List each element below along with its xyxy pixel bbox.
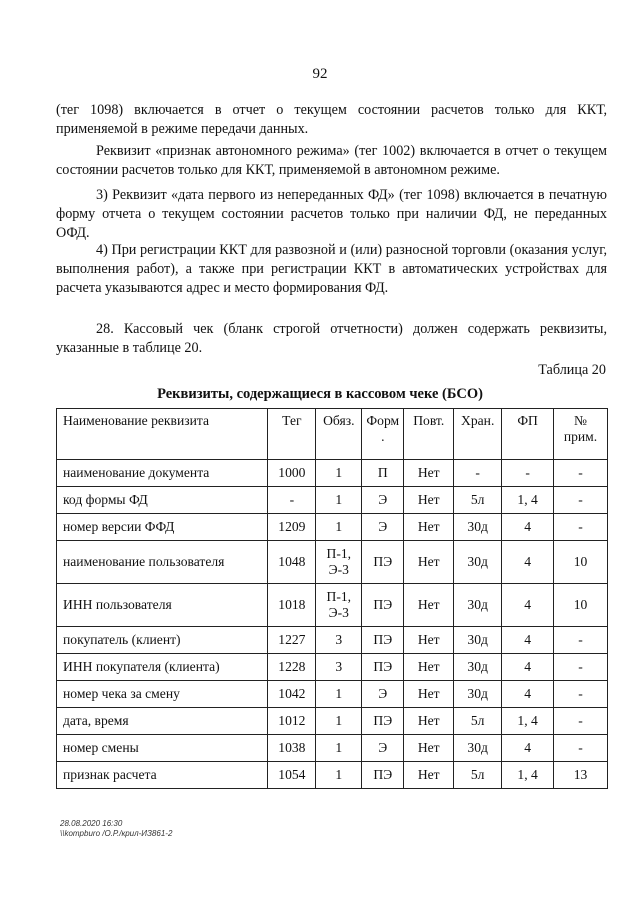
table-cell: 30д [454,654,502,681]
table-cell: 1 [316,708,362,735]
table-cell: 1228 [268,654,316,681]
table-cell: номер версии ФФД [57,514,268,541]
table-cell: 1 [316,762,362,789]
table-cell: Нет [404,460,454,487]
table-row [57,541,608,584]
table-cell: - [454,460,502,487]
table-cell: - [554,681,608,708]
table-cell: 30д [454,584,502,627]
table-cell: 1054 [268,762,316,789]
paragraph-2: Реквизит «признак автономного режима» (тег 1002) включается в отчет о текущем состоянии расчетов только для ККТ, применяемой в автономном режиме. [56,143,607,178]
table-cell: - [554,460,608,487]
column-header: Тег [268,409,316,460]
table-cell: - [554,514,608,541]
table-cell: покупатель (клиент) [57,627,268,654]
table-header-row [57,409,608,460]
table-cell: 1038 [268,735,316,762]
footer-path: \\kompburo /О.Р./крил-ИЗ861-2 [60,829,173,838]
table-cell: 4 [502,514,554,541]
table-cell: 1 [316,460,362,487]
table-cell: ПЭ [362,654,404,681]
table-row [57,487,608,514]
paragraph-3: 3) Реквизит «дата первого из непереданных ФД» (тег 1098) включается в печатную форму отчета о текущем состоянии расчетов только при наличии ФД, не переданных ОФД. [56,187,607,241]
table-cell: ПЭ [362,708,404,735]
table-cell: Э [362,681,404,708]
table-cell: 1 [316,681,362,708]
table-cell: Э [362,735,404,762]
column-header: ФП [502,409,554,460]
table-row [57,681,608,708]
table-cell: наименование пользователя [57,541,268,584]
table-cell: 1 [316,487,362,514]
page-number: 92 [312,66,328,82]
table-cell: Э [362,487,404,514]
paragraph-4: 4) При регистрации ККТ для развозной и (или) разносной торговли (оказания услуг, выполнения работ), а также при регистрации ККТ в автоматических устройствах для расчета указываются адрес и место формирования ФД. [56,242,607,296]
table-cell: 1018 [268,584,316,627]
table-cell: П [362,460,404,487]
table-cell: - [554,487,608,514]
table-cell: Нет [404,681,454,708]
table-cell: 1048 [268,541,316,584]
table-row [57,514,608,541]
table-cell: 1227 [268,627,316,654]
table-row [57,460,608,487]
table-cell: 30д [454,514,502,541]
table-cell: Нет [404,708,454,735]
table-cell: 30д [454,735,502,762]
table-cell: Нет [404,584,454,627]
column-header: Обяз. [316,409,362,460]
table-label: Таблица 20 [538,362,606,378]
table-cell: Нет [404,627,454,654]
column-header: Форм . [362,409,404,460]
table-cell: 4 [502,584,554,627]
table-cell: номер смены [57,735,268,762]
table-row [57,762,608,789]
table-cell: П-1, Э-3 [316,541,362,584]
table-row [57,735,608,762]
table-caption: Реквизиты, содержащиеся в кассовом чеке (БСО) [157,386,483,402]
table-cell: 30д [454,627,502,654]
table-cell: 4 [502,681,554,708]
table-cell: ПЭ [362,584,404,627]
table-cell: Нет [404,654,454,681]
table-cell: ПЭ [362,762,404,789]
table-cell: Нет [404,541,454,584]
table-cell: - [268,487,316,514]
table-cell: 3 [316,627,362,654]
table-cell: - [554,654,608,681]
table-cell: 1000 [268,460,316,487]
table-cell: 1, 4 [502,762,554,789]
table-cell: 30д [454,681,502,708]
table-row [57,654,608,681]
table-cell: Нет [404,735,454,762]
table-cell: 1042 [268,681,316,708]
table-cell: 1209 [268,514,316,541]
table-row [57,627,608,654]
table-cell: 10 [554,584,608,627]
table-cell: ИНН пользователя [57,584,268,627]
column-header: Повт. [404,409,454,460]
table-cell: ПЭ [362,541,404,584]
table-cell: Нет [404,487,454,514]
table-row [57,584,608,627]
table-cell: ПЭ [362,627,404,654]
column-header: Наименование реквизита [57,409,268,460]
table-cell: 30д [454,541,502,584]
table-cell: - [554,708,608,735]
column-header: Хран. [454,409,502,460]
table-cell: наименование документа [57,460,268,487]
table-cell: 5л [454,708,502,735]
table-cell: Нет [404,514,454,541]
table-cell: код формы ФД [57,487,268,514]
table-cell: 5л [454,487,502,514]
table-cell: 10 [554,541,608,584]
table-cell: Э [362,514,404,541]
footer-timestamp: 28.08.2020 16:30 [60,819,123,828]
table-cell: 13 [554,762,608,789]
table-cell: 1012 [268,708,316,735]
table-cell: - [502,460,554,487]
table-cell: 1 [316,514,362,541]
paragraph-1: (тег 1098) включается в отчет о текущем состоянии расчетов только для ККТ, применяемой в режиме передачи данных. [56,102,607,137]
table-body [57,460,608,789]
table-cell: 4 [502,735,554,762]
table-cell: Нет [404,762,454,789]
requisites-table [56,408,608,789]
table-cell: 4 [502,627,554,654]
table-cell: 1 [316,735,362,762]
table-cell: 1, 4 [502,487,554,514]
table-row [57,708,608,735]
table-cell: 3 [316,654,362,681]
table-cell: - [554,627,608,654]
table-cell: 5л [454,762,502,789]
table-cell: дата, время [57,708,268,735]
table-cell: признак расчета [57,762,268,789]
table-cell: 1, 4 [502,708,554,735]
table-cell: - [554,735,608,762]
table-cell: номер чека за смену [57,681,268,708]
column-header: № прим. [554,409,608,460]
table-cell: 4 [502,654,554,681]
table-cell: ИНН покупателя (клиента) [57,654,268,681]
table-cell: П-1, Э-3 [316,584,362,627]
paragraph-5: 28. Кассовый чек (бланк строгой отчетности) должен содержать реквизиты, указанные в таблице 20. [56,321,607,356]
table-cell: 4 [502,541,554,584]
